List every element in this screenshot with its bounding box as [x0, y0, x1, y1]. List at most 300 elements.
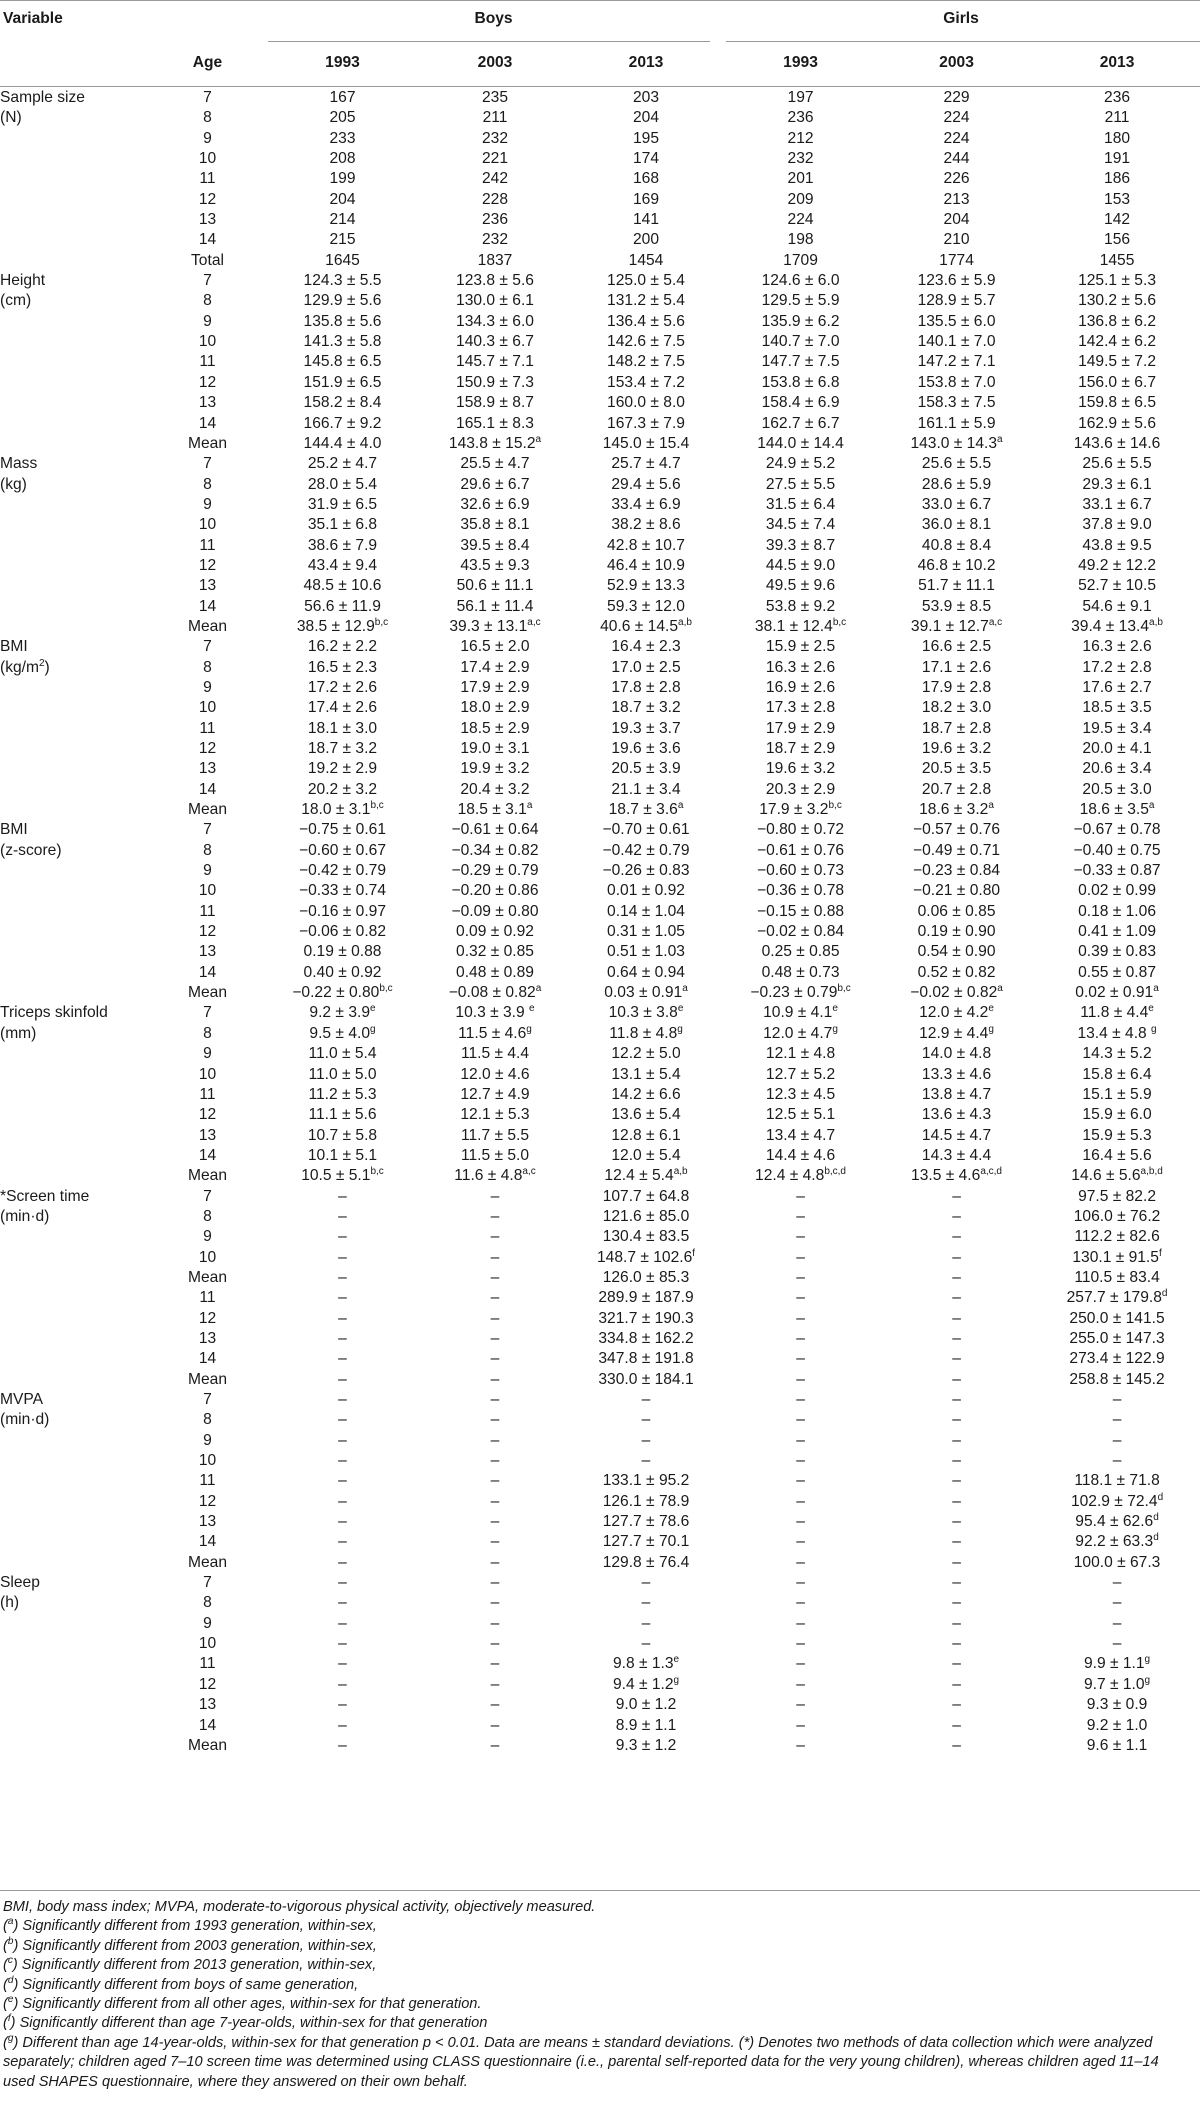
value-cell: 100.0 ± 67.3: [1073, 1553, 1161, 1571]
value-cell: 34.5 ± 7.4: [765, 516, 836, 534]
table-row: [0, 658, 1200, 678]
year-header: 2003: [939, 54, 974, 71]
value-cell: –: [796, 1187, 805, 1205]
value-cell: 12.0 ± 5.4: [611, 1146, 681, 1164]
value-cell: 204: [329, 190, 356, 208]
value-cell: –: [952, 1329, 961, 1347]
value-cell: 124.6 ± 6.0: [761, 272, 840, 290]
value-cell: –: [796, 1614, 805, 1632]
value-cell: –: [796, 1553, 805, 1571]
value-cell: –: [952, 1309, 961, 1327]
value-cell: 9.2 ± 1.0: [1086, 1716, 1148, 1734]
age-cell: 9: [203, 862, 212, 880]
age-cell: 13: [198, 1696, 217, 1714]
value-cell: –: [952, 1574, 961, 1592]
value-cell: $11.6 \pm 4.8^{a,c}$: [454, 1166, 536, 1185]
value-cell: 0.39 ± 0.83: [1078, 943, 1156, 961]
value-cell: –: [490, 1716, 500, 1734]
value-cell: –: [796, 1411, 805, 1429]
variable-label: [0, 210, 150, 230]
value-cell: 141.3 ± 5.8: [303, 333, 382, 351]
value-cell: 11.5 ± 5.0: [460, 1146, 530, 1164]
age-cell: 7: [203, 89, 212, 106]
value-cell: 20.6 ± 3.4: [1082, 760, 1152, 778]
table-row: [0, 1654, 1200, 1674]
value-cell: 37.8 ± 9.0: [1082, 516, 1152, 534]
table-row: [0, 576, 1200, 596]
variable-label: [0, 1634, 150, 1654]
age-cell: Total: [191, 251, 224, 269]
value-cell: –: [796, 1350, 805, 1368]
value-cell: 15.9 ± 5.3: [1082, 1126, 1152, 1144]
table-row: [0, 1044, 1200, 1064]
value-cell: 20.4 ± 3.2: [460, 780, 530, 798]
value-cell: –: [338, 1411, 347, 1429]
value-cell: 126.0 ± 85.3: [602, 1268, 690, 1286]
table-row: [0, 393, 1200, 413]
age-cell: 13: [198, 1329, 217, 1347]
footnote-marker: b,c: [379, 982, 393, 994]
variable-label: [0, 1105, 150, 1125]
value-cell: 168: [633, 170, 660, 188]
value-cell: 195: [633, 129, 660, 147]
footnote-marker: g: [988, 1023, 994, 1035]
group-header-girls: Girls: [943, 10, 979, 27]
value-cell: 18.7 ± 3.2: [611, 699, 681, 717]
age-cell: 14: [198, 231, 217, 249]
value-cell: 127.7 ± 78.6: [602, 1513, 690, 1531]
table-row: [0, 1146, 1200, 1166]
value-cell: −0.70 ± 0.61: [602, 821, 690, 839]
footnote-marker: g: [673, 1674, 680, 1686]
value-cell: 35.8 ± 8.1: [460, 516, 530, 534]
value-cell: –: [490, 1431, 500, 1449]
footnote-marker: a: [535, 982, 542, 994]
variable-label: [0, 1492, 150, 1512]
table-row: [0, 312, 1200, 332]
year-header: 2013: [628, 54, 664, 71]
footnote-marker: a: [997, 982, 1003, 994]
value-cell: $13.5 \pm 4.6^{a,c,d}$: [911, 1166, 1002, 1185]
age-cell: 8: [203, 658, 212, 676]
value-cell: 35.1 ± 6.8: [307, 516, 378, 534]
value-cell: 129.8 ± 76.4: [602, 1553, 690, 1571]
value-cell: 33.4 ± 6.9: [611, 495, 681, 513]
value-cell: –: [952, 1207, 961, 1225]
footnote: BMI, body mass index; MVPA, moderate-to-vigorous physical activity, objectively measured.: [3, 1899, 596, 1915]
footnote-marker: d: [7, 1974, 14, 1986]
value-cell: 11.8 ± 4.4$^e$: [1080, 1003, 1154, 1022]
value-cell: 197: [787, 89, 814, 106]
value-cell: –: [952, 1472, 961, 1490]
value-cell: 123.6 ± 5.9: [917, 272, 996, 290]
value-cell: 20.5 ± 3.9: [611, 760, 681, 778]
value-cell: 11.0 ± 5.0: [308, 1065, 377, 1083]
age-cell: 8: [203, 1207, 212, 1225]
age-cell: 14: [198, 414, 217, 432]
value-cell: 289.9 ± 187.9: [598, 1289, 694, 1307]
footnote-marker: g: [677, 1023, 683, 1035]
value-cell: 161.1 ± 5.9: [917, 414, 996, 432]
variable-label: Height: [0, 272, 46, 290]
variable-label: BMI: [0, 638, 28, 656]
footnote-marker: f: [1158, 1247, 1162, 1259]
variable-label: [0, 352, 150, 372]
value-cell: 144.4 ± 4.0: [303, 434, 382, 452]
value-cell: –: [952, 1533, 961, 1551]
value-cell: –: [490, 1675, 500, 1693]
age-cell: 11: [199, 536, 216, 554]
value-cell: –: [1112, 1614, 1122, 1632]
value-cell: 158.3 ± 7.5: [917, 394, 996, 412]
table-row: [0, 739, 1200, 759]
value-cell: 51.7 ± 11.1: [918, 577, 995, 595]
value-cell: 236: [481, 211, 509, 229]
value-cell: –: [490, 1329, 500, 1347]
age-cell: 13: [198, 1126, 217, 1144]
value-cell: 162.9 ± 5.6: [1078, 414, 1156, 432]
table-row: [0, 1288, 1200, 1308]
variable-label: [0, 230, 150, 250]
age-cell: 9: [203, 1431, 212, 1449]
value-cell: 143.6 ± 14.6: [1073, 434, 1161, 452]
value-cell: –: [338, 1431, 347, 1449]
value-cell: 148.7 ± 102.6$^f$: [596, 1247, 696, 1266]
table-row: [0, 942, 1200, 962]
value-cell: 25.5 ± 4.7: [460, 455, 530, 473]
value-cell: –: [1112, 1391, 1122, 1408]
value-cell: 145.7 ± 7.1: [456, 353, 534, 371]
footnote: ($^b$) Significantly different from 2003 generation, within-sex,: [3, 1935, 377, 1954]
value-cell: –: [338, 1452, 347, 1470]
value-cell: −0.49 ± 0.71: [913, 841, 1001, 859]
value-cell: –: [952, 1228, 961, 1246]
variable-label: Mass: [0, 455, 38, 473]
value-cell: 205: [329, 109, 356, 127]
table-row: [0, 332, 1200, 352]
variable-label: (min·d): [0, 1207, 50, 1225]
value-cell: –: [796, 1594, 805, 1612]
value-cell: 213: [943, 190, 970, 208]
footnote-marker: g: [1144, 1654, 1151, 1666]
table-row: [0, 922, 1200, 942]
variable-label: [0, 515, 150, 535]
value-cell: 236: [1104, 89, 1131, 106]
footnote-marker: b,c: [832, 616, 847, 628]
table-row: [0, 434, 1200, 454]
value-cell: 40.8 ± 8.4: [921, 536, 992, 554]
variable-label: [0, 1288, 150, 1308]
age-cell: 8: [203, 109, 212, 127]
value-cell: 224: [943, 109, 970, 127]
value-cell: −0.57 ± 0.76: [913, 821, 1001, 839]
variable-label: Sample size: [0, 89, 85, 106]
value-cell: 17.4 ± 2.6: [307, 699, 378, 717]
value-cell: 10.1 ± 5.1: [307, 1146, 378, 1164]
value-cell: 273.4 ± 122.9: [1069, 1350, 1165, 1368]
value-cell: 18.7 ± 2.9: [765, 740, 836, 757]
value-cell: −0.15 ± 0.88: [757, 902, 845, 920]
value-cell: –: [952, 1696, 961, 1714]
value-cell: −0.34 ± 0.82: [451, 841, 539, 859]
value-cell: 16.9 ± 2.6: [765, 678, 836, 696]
value-cell: 166.7 ± 9.2: [303, 414, 382, 432]
footnote-marker: e: [370, 1003, 376, 1015]
value-cell: −0.33 ± 0.87: [1073, 862, 1161, 880]
value-cell: 204: [943, 211, 970, 229]
age-cell: 14: [198, 963, 217, 981]
value-cell: –: [1112, 1452, 1122, 1470]
value-cell: 12.8 ± 6.1: [611, 1126, 681, 1144]
value-cell: –: [952, 1289, 961, 1307]
value-cell: 153.8 ± 7.0: [917, 373, 996, 391]
value-cell: 44.5 ± 9.0: [765, 556, 836, 574]
table-row: [0, 1431, 1200, 1451]
header-row-years: [0, 38, 1200, 88]
value-cell: 19.2 ± 2.9: [307, 760, 378, 778]
footnote-marker: f: [7, 2013, 11, 2025]
age-cell: 12: [198, 923, 217, 941]
value-cell: 250.0 ± 141.5: [1069, 1309, 1165, 1327]
age-cell: Mean: [187, 1553, 227, 1571]
value-cell: 153.8 ± 6.8: [761, 373, 840, 391]
table-row: [0, 800, 1200, 820]
value-cell: 160.0 ± 8.0: [607, 394, 685, 412]
footnote-marker: e: [7, 1994, 14, 2006]
age-cell: 7: [203, 455, 212, 473]
value-cell: 121.6 ± 85.0: [602, 1207, 690, 1225]
value-cell: –: [796, 1635, 805, 1653]
footnote: ($^a$) Significantly different from 1993 generation, within-sex,: [3, 1916, 377, 1935]
value-cell: −0.36 ± 0.78: [757, 882, 845, 900]
age-cell: 14: [198, 780, 217, 798]
value-cell: 143.8 ± 15.2$^a$: [448, 433, 542, 452]
value-cell: −0.40 ± 0.75: [1073, 841, 1161, 859]
footnote-marker: d: [1153, 1511, 1159, 1523]
table-row: [0, 820, 1200, 840]
value-cell: 0.19 ± 0.88: [303, 943, 382, 961]
table-row: [0, 1675, 1200, 1695]
value-cell: 48.5 ± 10.6: [303, 577, 382, 595]
value-cell: –: [796, 1736, 805, 1754]
age-cell: 14: [198, 1716, 217, 1734]
table-row: [0, 759, 1200, 779]
value-cell: –: [796, 1716, 805, 1734]
value-cell: 10.9 ± 4.1$^e$: [763, 1003, 838, 1022]
value-cell: 53.9 ± 8.5: [921, 597, 992, 615]
footnote-marker: e: [529, 1003, 535, 1015]
variable-label: [0, 434, 150, 454]
value-cell: –: [952, 1553, 961, 1571]
variable-label: MVPA: [0, 1391, 44, 1408]
value-cell: 0.41 ± 1.09: [1078, 923, 1156, 941]
value-cell: 17.2 ± 2.8: [1082, 658, 1152, 676]
value-cell: –: [796, 1696, 805, 1714]
value-cell: –: [641, 1411, 651, 1429]
value-cell: –: [1112, 1431, 1122, 1449]
table-row: [0, 1166, 1200, 1186]
value-cell: 208: [329, 150, 356, 168]
header-row-groups: [0, 0, 1200, 38]
age-cell: Mean: [187, 1370, 227, 1388]
value-cell: –: [338, 1675, 347, 1693]
value-cell: 0.09 ± 0.92: [456, 923, 534, 941]
value-cell: 210: [943, 231, 970, 249]
value-cell: 148.2 ± 7.5: [607, 353, 685, 371]
table-row: [0, 1736, 1200, 1756]
value-cell: 14.4 ± 4.6: [765, 1146, 836, 1164]
value-cell: –: [796, 1452, 805, 1470]
value-cell: –: [338, 1350, 347, 1368]
value-cell: 142.4 ± 6.2: [1078, 333, 1156, 351]
value-cell: –: [952, 1594, 961, 1612]
value-cell: 228: [481, 190, 509, 208]
age-cell: 9: [203, 678, 212, 696]
value-cell: 11.7 ± 5.5: [460, 1126, 530, 1144]
value-cell: 36.0 ± 8.1: [921, 516, 992, 534]
value-cell: 167: [329, 89, 356, 106]
value-cell: 18.2 ± 3.0: [921, 699, 992, 717]
value-cell: 135.5 ± 6.0: [917, 312, 996, 330]
age-cell: 9: [203, 1614, 212, 1632]
value-cell: –: [952, 1675, 961, 1693]
age-cell: 14: [198, 1146, 217, 1164]
table-row: [0, 881, 1200, 901]
variable-label: [0, 414, 150, 434]
value-cell: 19.5 ± 3.4: [1082, 719, 1152, 737]
value-cell: 19.3 ± 3.7: [611, 719, 681, 737]
value-cell: –: [796, 1248, 805, 1266]
variable-label: [0, 800, 150, 820]
value-cell: 133.1 ± 95.2: [602, 1472, 690, 1490]
variable-label: [0, 617, 150, 637]
value-cell: 131.2 ± 5.4: [607, 292, 685, 310]
table-row: [0, 515, 1200, 535]
value-cell: 16.4 ± 5.6: [1082, 1146, 1152, 1164]
age-cell: 11: [199, 1655, 216, 1673]
variable-label: [0, 1370, 150, 1390]
value-cell: –: [796, 1268, 805, 1286]
footnote-marker: f: [692, 1247, 696, 1259]
value-cell: –: [952, 1268, 961, 1286]
age-cell: 12: [198, 1309, 217, 1327]
variable-label: [0, 312, 150, 332]
value-cell: 29.3 ± 6.1: [1082, 475, 1152, 493]
value-cell: 0.48 ± 0.73: [761, 963, 840, 981]
value-cell: 125.1 ± 5.3: [1078, 272, 1156, 290]
variable-label: [0, 149, 150, 169]
value-cell: 10.3 ± 3.9 $^e$: [455, 1003, 535, 1022]
age-cell: 10: [198, 516, 217, 534]
variable-label: [0, 1716, 150, 1736]
footnote-marker: a,b: [673, 1166, 688, 1178]
value-cell: $-0.23 \pm 0.79^{b,c}$: [750, 982, 851, 1002]
value-cell: –: [338, 1289, 347, 1307]
value-cell: –: [338, 1594, 347, 1612]
value-cell: –: [952, 1452, 961, 1470]
table-row: [0, 1716, 1200, 1736]
age-cell: 10: [198, 1635, 217, 1653]
value-cell: −0.16 ± 0.97: [298, 902, 387, 920]
value-cell: 18.5 ± 3.5: [1082, 699, 1152, 717]
value-cell: 11.1 ± 5.6: [308, 1106, 377, 1124]
value-cell: 25.6 ± 5.5: [1082, 455, 1152, 473]
footnote-marker: a,b,d: [1140, 1166, 1163, 1178]
variable-label: [0, 1044, 150, 1064]
value-cell: 17.2 ± 2.6: [307, 678, 378, 696]
value-cell: –: [952, 1391, 961, 1408]
variable-label: Triceps skinfold: [0, 1004, 108, 1022]
variable-label: [0, 576, 150, 596]
value-cell: 21.1 ± 3.4: [611, 780, 681, 798]
footnote-marker: a: [7, 1916, 14, 1928]
value-cell: 129.9 ± 5.6: [303, 292, 382, 310]
age-cell: 12: [198, 190, 217, 208]
value-cell: 16.5 ± 2.0: [460, 638, 530, 656]
table-row: [0, 1512, 1200, 1532]
value-cell: 49.2 ± 12.2: [1078, 556, 1156, 574]
value-cell: 46.4 ± 10.9: [607, 556, 685, 574]
value-cell: –: [338, 1228, 347, 1246]
value-cell: −0.06 ± 0.82: [298, 923, 387, 941]
value-cell: –: [952, 1187, 961, 1205]
age-cell: 10: [198, 882, 217, 900]
value-cell: 165.1 ± 8.3: [456, 414, 534, 432]
value-cell: 16.6 ± 2.5: [921, 638, 992, 656]
value-cell: 12.1 ± 4.8: [765, 1045, 836, 1063]
value-cell: –: [952, 1350, 961, 1368]
value-cell: 16.4 ± 2.3: [611, 638, 681, 656]
value-cell: 53.8 ± 9.2: [765, 597, 836, 615]
value-cell: 29.4 ± 5.6: [611, 475, 681, 493]
value-cell: 11.5 ± 4.4: [460, 1045, 530, 1063]
value-cell: 42.8 ± 10.7: [607, 536, 685, 554]
value-cell: 28.6 ± 5.9: [921, 475, 992, 493]
value-cell: –: [490, 1553, 500, 1571]
value-cell: 33.0 ± 6.7: [921, 495, 992, 513]
value-cell: 143.0 ± 14.3$^a$: [910, 433, 1003, 452]
value-cell: 156.0 ± 6.7: [1078, 373, 1156, 391]
value-cell: –: [1112, 1635, 1122, 1653]
value-cell: –: [796, 1431, 805, 1449]
table-row: [0, 495, 1200, 515]
footnote-marker: d: [1161, 1288, 1168, 1300]
value-cell: −0.21 ± 0.80: [913, 882, 1001, 900]
variable-label: [0, 1471, 150, 1491]
variable-label: (min·d): [0, 1411, 50, 1429]
variable-label: [0, 922, 150, 942]
value-cell: –: [338, 1268, 347, 1286]
table-row: [0, 1390, 1200, 1410]
value-cell: 43.5 ± 9.3: [460, 556, 530, 574]
value-cell: 31.5 ± 6.4: [765, 495, 836, 513]
value-cell: 17.6 ± 2.7: [1082, 678, 1152, 696]
value-cell: 236: [787, 109, 814, 127]
table-row: [0, 1003, 1200, 1023]
table-row: [0, 536, 1200, 556]
value-cell: 158.2 ± 8.4: [303, 394, 382, 412]
table-row: [0, 414, 1200, 434]
value-cell: 15.8 ± 6.4: [1082, 1065, 1152, 1083]
variable-label: [0, 251, 150, 271]
footnote-marker: g: [370, 1023, 376, 1035]
value-cell: 15.1 ± 5.9: [1082, 1085, 1152, 1103]
value-cell: 130.2 ± 5.6: [1078, 292, 1156, 310]
value-cell: 17.9 ± 2.9: [765, 719, 836, 737]
table-row: [0, 210, 1200, 230]
value-cell: 128.9 ± 5.7: [917, 292, 996, 310]
footnote-marker: a: [535, 433, 542, 445]
